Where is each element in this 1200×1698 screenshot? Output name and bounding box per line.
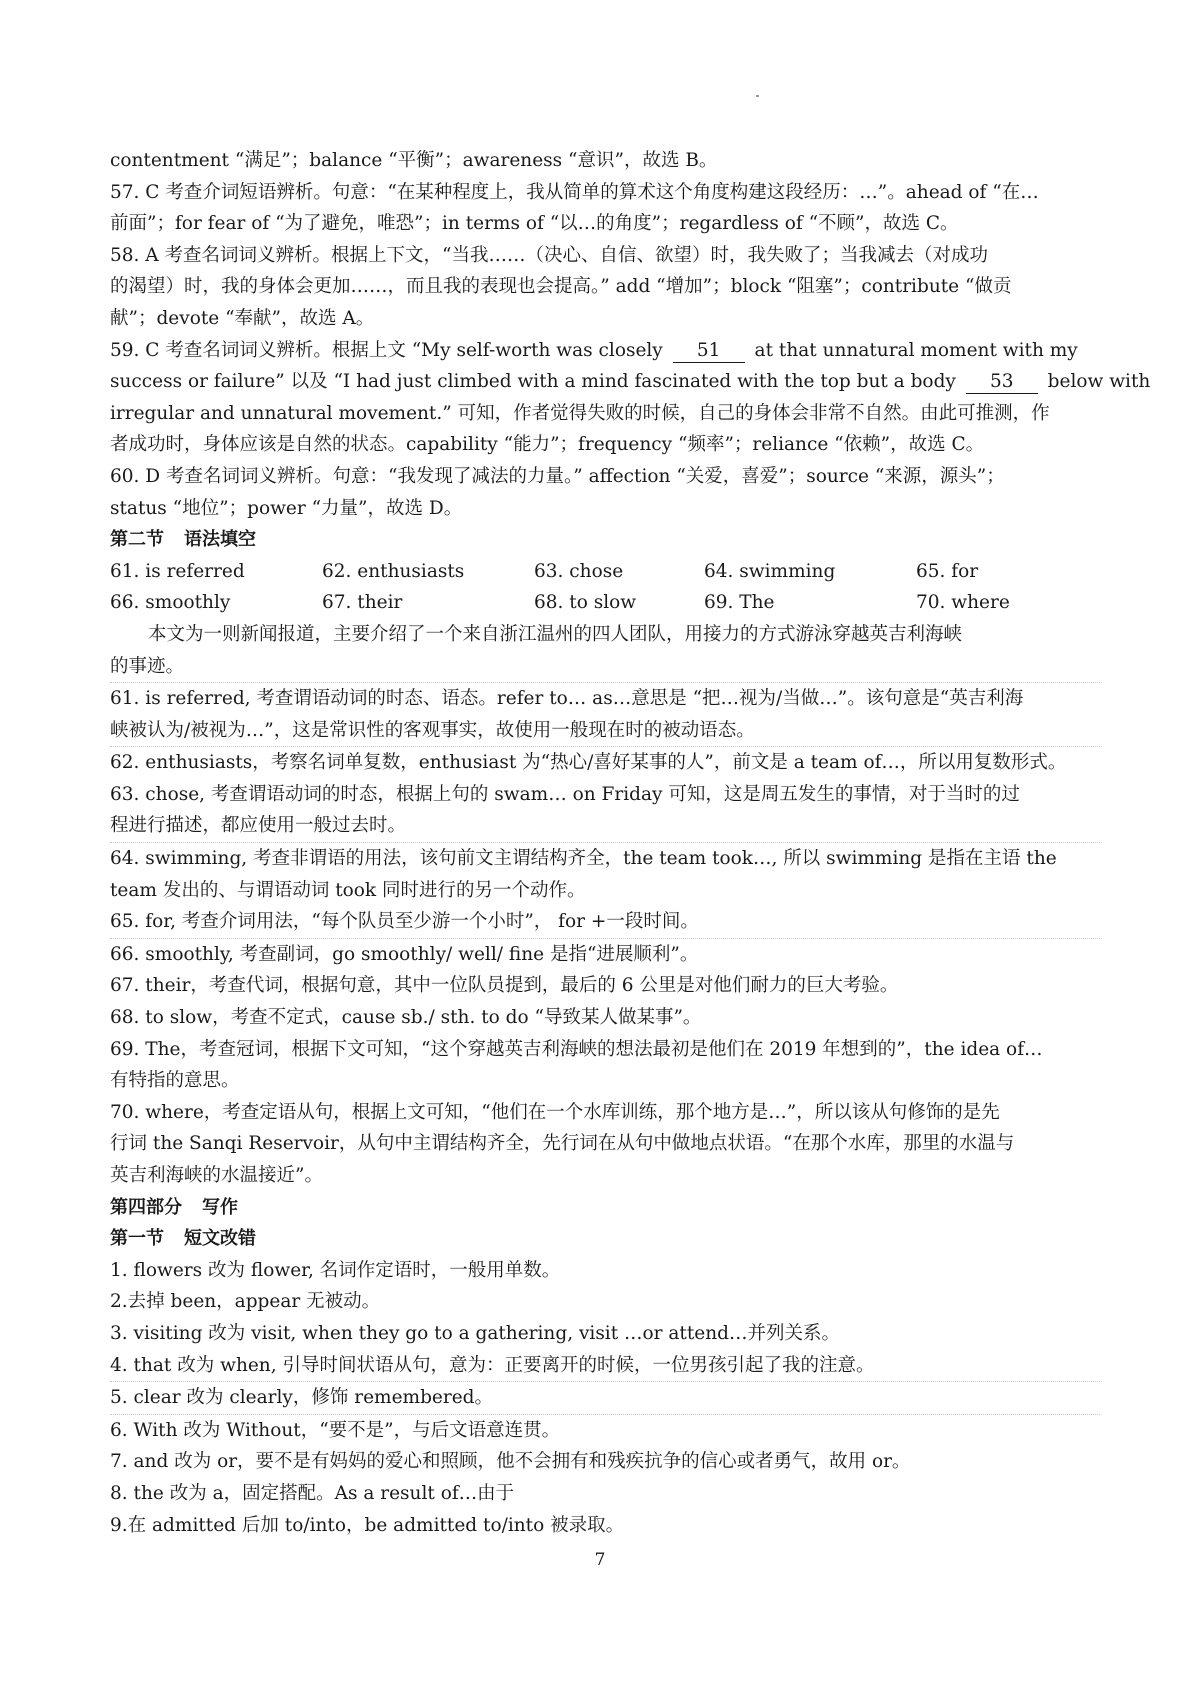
section-title: 语法填空 — [184, 529, 256, 551]
correction-item: 8. the 改为 a，固定搭配。As a result of…由于 — [110, 1482, 515, 1504]
explanation-line: 65. for, 考查介词用法，“每个队员至少游一个小时”， for +一段时间。 — [110, 906, 1100, 939]
q59-text: 59. C 考查名词词义辨析。根据上文 “My self-worth was closely — [110, 339, 663, 361]
document-body — [110, 145, 1151, 1541]
section-heading-grammar — [110, 524, 1100, 556]
page-number: 7 — [594, 1550, 606, 1570]
correction-item: 7. and 改为 or，要不是有妈妈的爱心和照顾，他不会拥有和残疾抗争的信心或者勇气，故用 or。 — [110, 1451, 911, 1473]
explanation-line: 有特指的意思。 — [110, 1070, 240, 1092]
explanation-line: 程进行描述，都应使用一般过去时。 — [110, 810, 1100, 843]
text-line: 献”；devote “奉献”，故选 A。 — [110, 307, 375, 329]
intro-line: 的事迹。 — [110, 651, 1100, 684]
answer-item: 64. swimming — [704, 560, 836, 582]
q59-line-3: irregular and unnatural movement.” 可知，作者觉得失败的时候，自己的身体会非常不自然。由此可推测，作 — [110, 402, 1050, 424]
correction-item: 4. that 改为 when, 引导时间状语从句，意为：正要离开的时候，一位男孩引起了我的注意。 — [110, 1350, 1100, 1383]
explanation-line: 69. The，考查冠词，根据下文可知，“这个穿越英吉利海峡的想法最初是他们在 2019 年想到的”，the idea of… — [110, 1038, 1043, 1060]
part-heading-writing — [110, 1192, 1100, 1224]
answer-item: 68. to slow — [534, 592, 637, 614]
answer-item: 67. their — [322, 592, 403, 614]
answer-item: 61. is referred — [110, 560, 245, 582]
correction-item: 2.去掉 been，appear 无被动。 — [110, 1291, 381, 1313]
explanation-line: 64. swimming, 考查非谓语的用法，该句前文主谓结构齐全，the team took…, 所以 swimming 是指在主语 the — [110, 848, 1057, 870]
text-line: 前面”；for fear of “为了避免，唯恐”；in terms of “以…的角度”；regardless of “不顾”，故选 C。 — [110, 213, 959, 235]
q60-line: 60. D 考查名词词义辨析。句意：“我发现了减法的力量。” affection “关爱，喜爱”；source “来源，源头”； — [110, 465, 1005, 487]
text-line: 58. A 考查名词词义辨析。根据上下文，“当我……（决心、自信、欲望）时，我失败了；当我减去（对成功 — [110, 244, 989, 266]
part-number: 第四部分 — [110, 1196, 182, 1218]
intro-line: 本文为一则新闻报道，主要介绍了一个来自浙江温州的四人团队，用接力的方式游泳穿越英吉利海峡 — [148, 623, 963, 645]
q59-text: at that unnatural moment with my — [754, 339, 1078, 361]
q59-text: below with — [1047, 371, 1151, 393]
answer-row — [110, 556, 1100, 588]
explanation-line: 61. is referred, 考查谓语动词的时态、语态。refer to… as…意思是 “把…视为/当做…”。该句意是“英吉利海 — [110, 688, 1024, 710]
correction-item: 3. visiting 改为 visit, when they go to a gathering, visit …or attend…并列关系。 — [110, 1322, 841, 1344]
answer-item: 62. enthusiasts — [322, 560, 465, 582]
q59-line-2 — [110, 366, 1151, 398]
q59-line-1 — [110, 335, 1100, 367]
scan-speck — [756, 95, 759, 97]
answer-item: 63. chose — [534, 560, 624, 582]
explanation-line: 62. enthusiasts，考察名词单复数，enthusiast 为“热心/喜好某事的人”，前文是 a team of…，所以用复数形式。 — [110, 752, 1067, 774]
text-line: 的渴望）时，我的身体会更加……，而且我的表现也会提高。” add “增加”；block “阻塞”；contribute “做贡 — [110, 276, 1012, 298]
explanation-line: 英吉利海峡的水温接近”。 — [110, 1165, 323, 1186]
explanation-line: 67. their，考查代词，根据句意，其中一位队员提到，最后的 6 公里是对他们耐力的巨大考验。 — [110, 975, 899, 997]
explanation-line: 70. where，考查定语从句，根据上文可知，“他们在一个水库训练，那个地方是…”，所以该从句修饰的是先 — [110, 1101, 1000, 1123]
section-title: 短文改错 — [184, 1228, 256, 1250]
correction-item: 1. flowers 改为 flower, 名词作定语时，一般用单数。 — [110, 1259, 561, 1281]
explanation-line: 63. chose, 考查谓语动词的时态，根据上句的 swam… on Friday 可知，这是周五发生的事情，对于当时的过 — [110, 783, 1020, 805]
answer-item: 65. for — [916, 560, 979, 582]
explanation-line: 68. to slow，考查不定式，cause sb./ sth. to do “导致某人做某事”。 — [110, 1007, 702, 1029]
answer-item: 69. The — [704, 592, 775, 614]
section-number: 第二节 — [110, 529, 164, 551]
explanation-line: 行词 the Sanqi Reservoir，从句中主谓结构齐全，先行词在从句中做地点状语。“在那个水库，那里的水温与 — [110, 1133, 1015, 1155]
section-number: 第一节 — [110, 1228, 164, 1250]
correction-item: 9.在 admitted 后加 to/into，be admitted to/into 被录取。 — [110, 1514, 625, 1536]
fill-blank-51: 51 — [673, 340, 745, 363]
q59-line-4: 者成功时，身体应该是自然的状态。capability “能力”；frequency “频率”；reliance “依赖”，故选 C。 — [110, 434, 985, 456]
answer-item: 70. where — [916, 592, 1010, 614]
q59-text: success or failure” 以及 “I had just climbed with a mind fascinated with the top but a body — [110, 371, 956, 393]
text-line: contentment “满足”；balance “平衡”；awareness “意识”，故选 B。 — [110, 150, 718, 171]
correction-item: 6. With 改为 Without，“要不是”，与后文语意连贯。 — [110, 1419, 561, 1441]
explanation-line: 66. smoothly, 考查副词，go smoothly/ well/ fine 是指“进展顺利”。 — [110, 943, 699, 965]
answer-row — [110, 587, 1100, 619]
correction-item: 5. clear 改为 clearly，修饰 remembered。 — [110, 1382, 1100, 1415]
explanation-line: team 发出的、与谓语动词 took 同时进行的另一个动作。 — [110, 879, 586, 901]
fill-blank-53: 53 — [966, 371, 1038, 394]
answer-item: 66. smoothly — [110, 592, 231, 614]
text-line: 57. C 考查介词短语辨析。句意：“在某种程度上，我从简单的算术这个角度构建这段经历：…”。ahead of “在… — [110, 181, 1039, 203]
part-title: 写作 — [202, 1196, 238, 1218]
explanation-line: 峡被认为/被视为…”，这是常识性的客观事实，故使用一般现在时的被动语态。 — [110, 715, 1100, 748]
section-heading-correction — [110, 1223, 1100, 1255]
q60-line: status “地位”；power “力量”，故选 D。 — [110, 497, 463, 519]
